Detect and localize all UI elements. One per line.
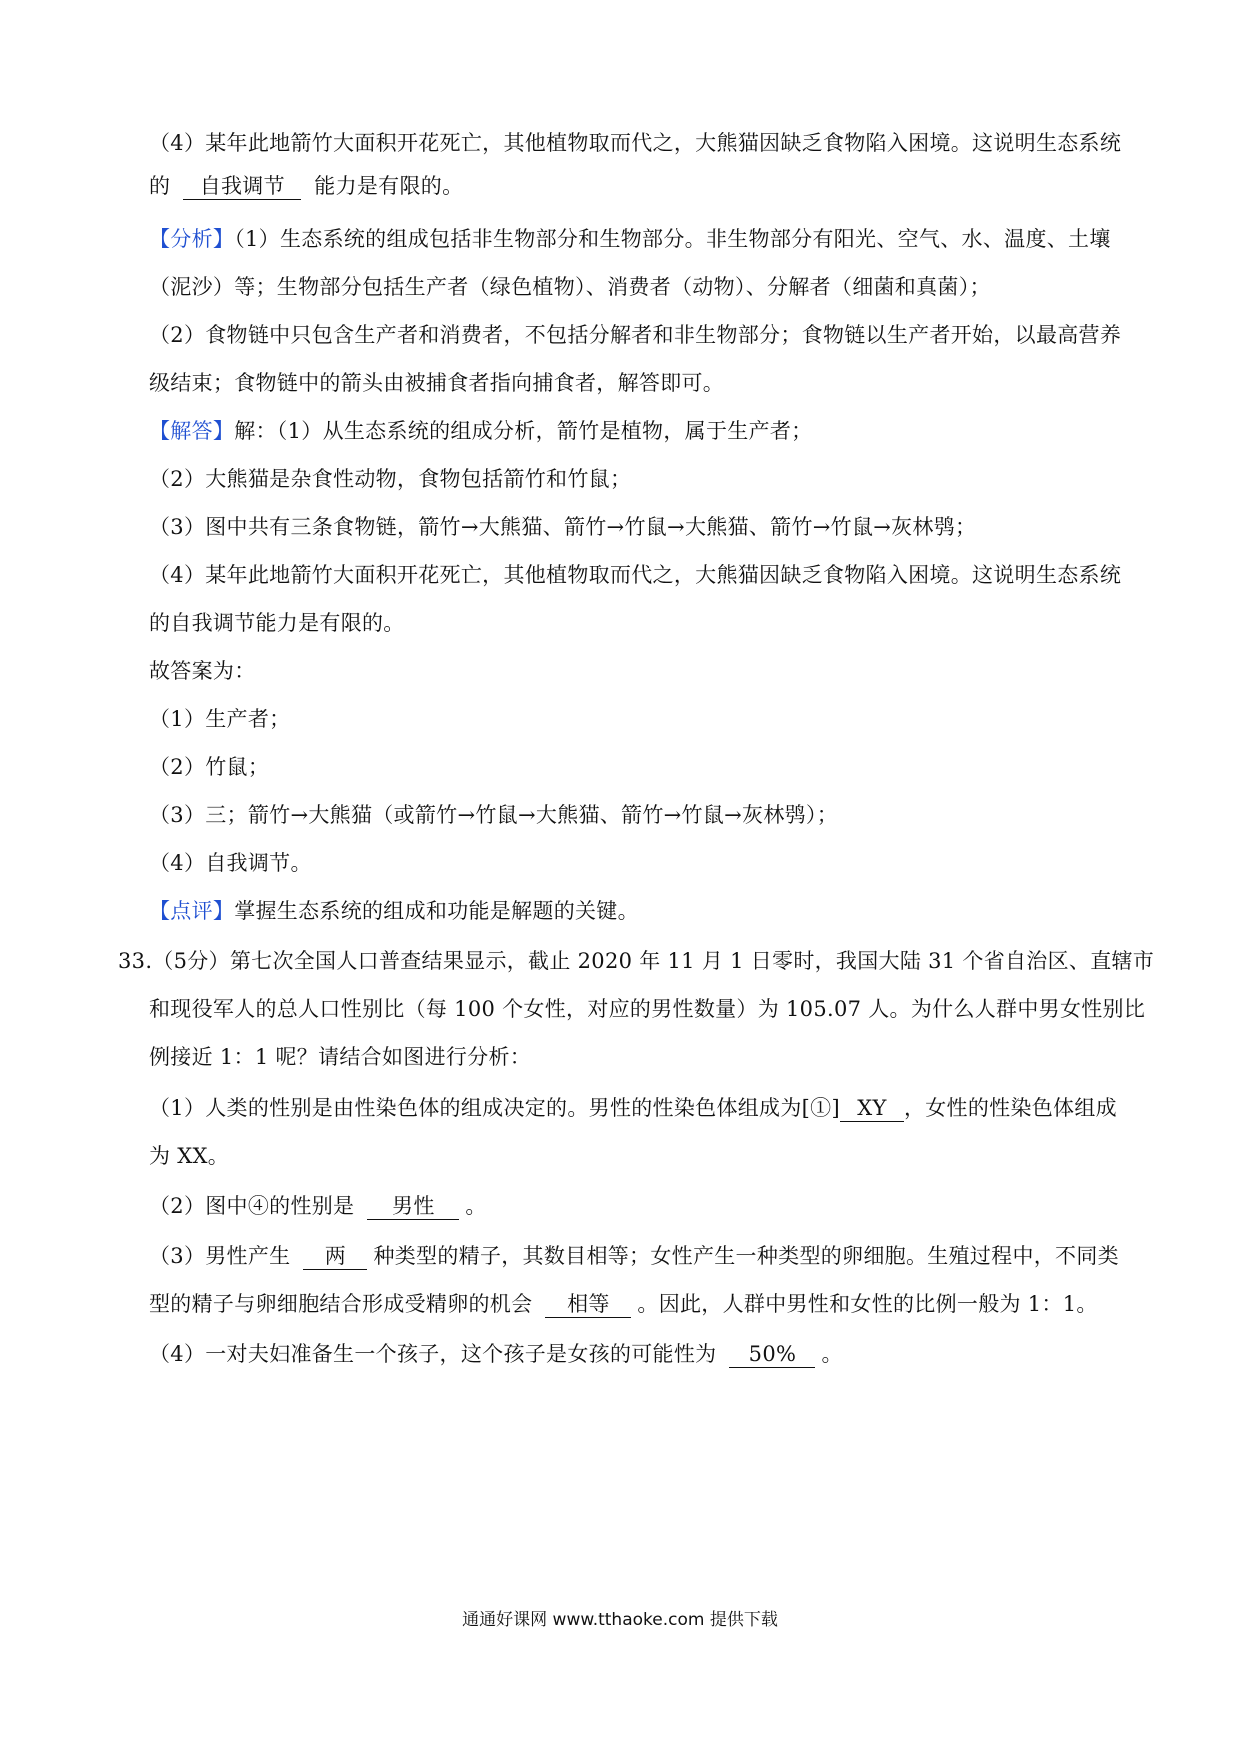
q33-part-3b-post: 。因此，人群中男性和女性的比例一般为 1：1。 bbox=[637, 1292, 1098, 1316]
q33-part-1 bbox=[0, 1093, 1240, 1123]
solution-line-2: （2）大熊猫是杂食性动物，食物包括箭竹和竹鼠； bbox=[149, 467, 632, 491]
solution-line-1 bbox=[0, 416, 1240, 446]
comment-tag: 【点评】 bbox=[149, 899, 235, 923]
solution-line-5: 的自我调节能力是有限的。 bbox=[149, 611, 405, 635]
analysis-line-4: 级结束；食物链中的箭头由被捕食者指向捕食者，解答即可。 bbox=[149, 371, 725, 395]
q33-part-3-post: 种类型的精子，其数目相等；女性产生一种类型的卵细胞。生殖过程中，不同类 bbox=[373, 1244, 1119, 1268]
solution-line-3: （3）图中共有三条食物链，箭竹→大熊猫、箭竹→竹鼠→大熊猫、箭竹→竹鼠→灰林鸮； bbox=[149, 515, 977, 539]
q33-part-2-pre: （2）图中④的性别是 bbox=[149, 1194, 355, 1218]
q33-part-1-post: ，女性的性染色体组成 bbox=[903, 1096, 1117, 1120]
q33-part-1-pre: （1）人类的性别是由性染色体的组成决定的。男性的性染色体组成为[①] bbox=[149, 1096, 840, 1120]
q33-part-3-pre: （3）男性产生 bbox=[149, 1244, 291, 1268]
q33-part-3b-blank: 相等 bbox=[545, 1291, 631, 1318]
analysis-line-2: （泥沙）等；生物部分包括生产者（绿色植物）、消费者（动物）、分解者（细菌和真菌）； bbox=[149, 275, 991, 299]
q33-part-1-blank: XY bbox=[840, 1095, 904, 1122]
q33-line-3: 例接近 1：1 呢？请结合如图进行分析： bbox=[149, 1045, 532, 1069]
answer-4: （4）自我调节。 bbox=[149, 851, 312, 875]
q33-part-4 bbox=[0, 1339, 1240, 1369]
answer-intro: 故答案为： bbox=[149, 659, 256, 683]
q33-part-3-line-2 bbox=[0, 1289, 1240, 1319]
comment-text: 掌握生态系统的组成和功能是解题的关键。 bbox=[234, 899, 639, 923]
q33-part-3b-pre: 型的精子与卵细胞结合形成受精卵的机会 bbox=[149, 1292, 533, 1316]
q33-part-3 bbox=[0, 1241, 1240, 1271]
q33-part-2-post: 。 bbox=[465, 1194, 487, 1218]
q33-part-4-post: 。 bbox=[821, 1342, 843, 1366]
q4-answer-blank: 自我调节 bbox=[183, 173, 301, 200]
q4-pre: 的 bbox=[149, 174, 171, 198]
answer-2: （2）竹鼠； bbox=[149, 755, 270, 779]
solution-line-4: （4）某年此地箭竹大面积开花死亡，其他植物取而代之，大熊猫因缺乏食物陷入困境。这说明生态系统 bbox=[149, 563, 1122, 587]
q33-part-1-line-2: 为 XX。 bbox=[149, 1144, 230, 1168]
q33-part-4-blank: 50% bbox=[729, 1341, 815, 1368]
analysis-text-1: （1）生态系统的组成包括非生物部分和生物部分。非生物部分有阳光、空气、水、温度、土壤 bbox=[234, 227, 1111, 251]
q33-part-3-blank: 两 bbox=[303, 1243, 367, 1270]
answer-3: （3）三；箭竹→大熊猫（或箭竹→竹鼠→大熊猫、箭竹→竹鼠→灰林鸮）； bbox=[149, 803, 839, 827]
comment-line bbox=[0, 896, 1240, 926]
q4-post: 能力是有限的。 bbox=[314, 174, 464, 198]
q33-part-2 bbox=[0, 1191, 1240, 1221]
analysis-tag: 【分析】 bbox=[149, 227, 235, 251]
solution-tag: 【解答】 bbox=[149, 419, 235, 443]
q33-line-1: 33.（5分）第七次全国人口普查结果显示，截止 2020 年 11 月 1 日零时，我国大陆 31 个省自治区、直辖市 bbox=[118, 949, 1155, 973]
q33-part-4-pre: （4）一对夫妇准备生一个孩子，这个孩子是女孩的可能性为 bbox=[149, 1342, 717, 1366]
analysis-line-1 bbox=[0, 224, 1240, 254]
q33-part-2-blank: 男性 bbox=[367, 1193, 459, 1220]
q33-line-2: 和现役军人的总人口性别比（每 100 个女性，对应的男性数量）为 105.07 人。为什么人群中男女性别比 bbox=[149, 997, 1146, 1021]
answer-1: （1）生产者； bbox=[149, 707, 291, 731]
analysis-line-3: （2）食物链中只包含生产者和消费者，不包括分解者和非生物部分；食物链以生产者开始，以最高营养 bbox=[149, 323, 1122, 347]
q4-line-2 bbox=[0, 171, 1240, 201]
page-footer: 通通好课网 www.tthaoke.com 提供下载 bbox=[462, 1610, 778, 1630]
q4-line-1: （4）某年此地箭竹大面积开花死亡，其他植物取而代之，大熊猫因缺乏食物陷入困境。这说明生态系统 bbox=[149, 131, 1122, 155]
solution-text-1: 解：（1）从生态系统的组成分析，箭竹是植物，属于生产者； bbox=[234, 419, 813, 443]
